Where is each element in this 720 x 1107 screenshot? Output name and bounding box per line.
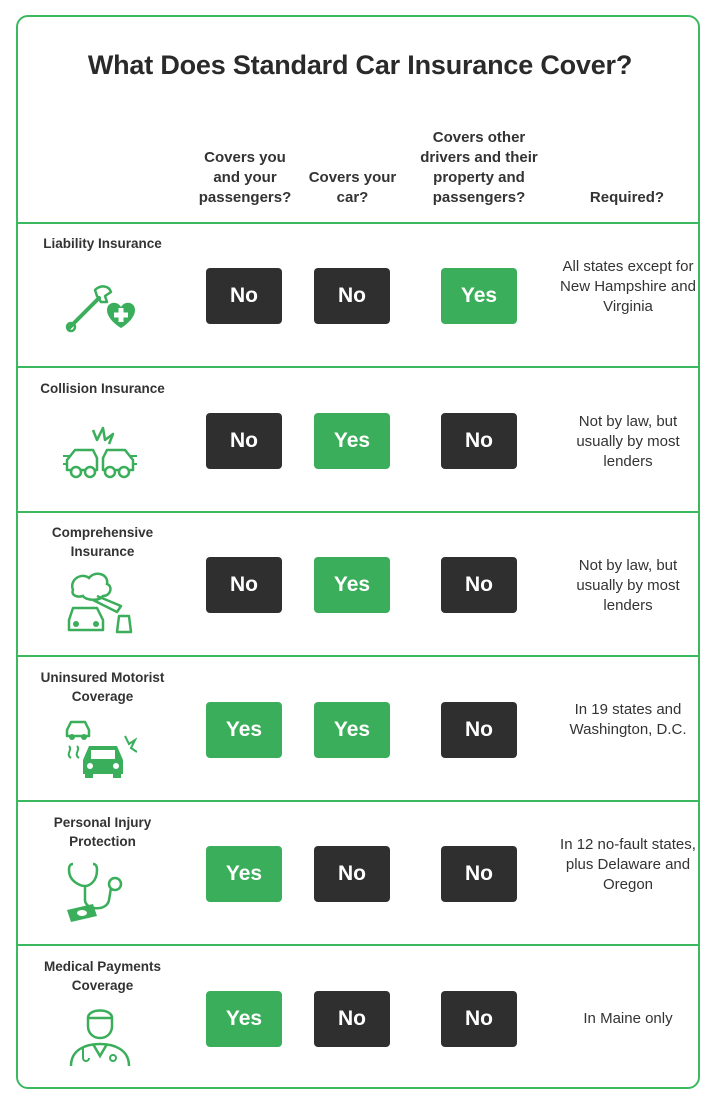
coverage-no-badge: No <box>314 991 390 1047</box>
row-label-comprehensive: Comprehensive Insurance <box>51 525 154 559</box>
row-label-collision: Collision Insurance <box>40 381 165 396</box>
row-label-uninsured-motorist: Uninsured Motorist Coverage <box>40 670 165 704</box>
coverage-no-badge: No <box>441 413 517 469</box>
required-text: Not by law, but usually by most lenders <box>576 413 680 470</box>
coverage-yes-badge: Yes <box>206 702 282 758</box>
row-label-liability: Liability Insurance <box>43 236 162 251</box>
required-text: Not by law, but usually by most lenders <box>576 557 680 614</box>
coverage-no-badge: No <box>314 268 390 324</box>
row-label-personal-injury: Personal Injury Protection <box>53 815 152 849</box>
required-text: All states except for New Hampshire and Virginia <box>560 258 696 315</box>
coverage-yes-badge: Yes <box>314 702 390 758</box>
coverage-no-badge: No <box>206 268 282 324</box>
column-header-covers-car: Covers your car? <box>308 169 397 206</box>
coverage-no-badge: No <box>441 557 517 613</box>
coverage-no-badge: No <box>206 413 282 469</box>
car-crash-icon <box>63 424 137 488</box>
coverage-no-badge: No <box>441 991 517 1047</box>
coverage-no-badge: No <box>206 557 282 613</box>
coverage-yes-badge: Yes <box>314 413 390 469</box>
coverage-yes-badge: Yes <box>314 557 390 613</box>
row-divider <box>18 511 700 513</box>
coverage-no-badge: No <box>314 846 390 902</box>
required-text: In 19 states and Washington, D.C. <box>569 701 687 738</box>
row-divider <box>18 944 700 946</box>
coverage-yes-badge: Yes <box>206 991 282 1047</box>
doctor-icon <box>63 1004 137 1068</box>
hit-and-run-icon <box>63 716 137 780</box>
page-title: What Does Standard Car Insurance Cover? <box>87 50 633 80</box>
coverage-no-badge: No <box>441 702 517 758</box>
row-divider <box>18 800 700 802</box>
required-text: In Maine only <box>583 1010 673 1027</box>
column-header-required: Required? <box>589 189 665 206</box>
wrench-heart-icon <box>63 280 137 344</box>
coverage-no-badge: No <box>441 846 517 902</box>
row-divider <box>18 366 700 368</box>
row-label-medical-payments: Medical Payments Coverage <box>43 959 162 993</box>
required-text: In 12 no-fault states, plus Delaware and Oregon <box>560 836 696 893</box>
stethoscope-money-icon <box>63 860 137 924</box>
row-divider <box>18 222 700 224</box>
row-divider <box>18 655 700 657</box>
falling-tree-car-icon <box>63 570 137 634</box>
column-header-covers-you: Covers you and your passengers? <box>198 149 292 206</box>
coverage-yes-badge: Yes <box>206 846 282 902</box>
coverage-yes-badge: Yes <box>441 268 517 324</box>
column-header-covers-others: Covers other drivers and their property and passengers? <box>420 129 538 206</box>
